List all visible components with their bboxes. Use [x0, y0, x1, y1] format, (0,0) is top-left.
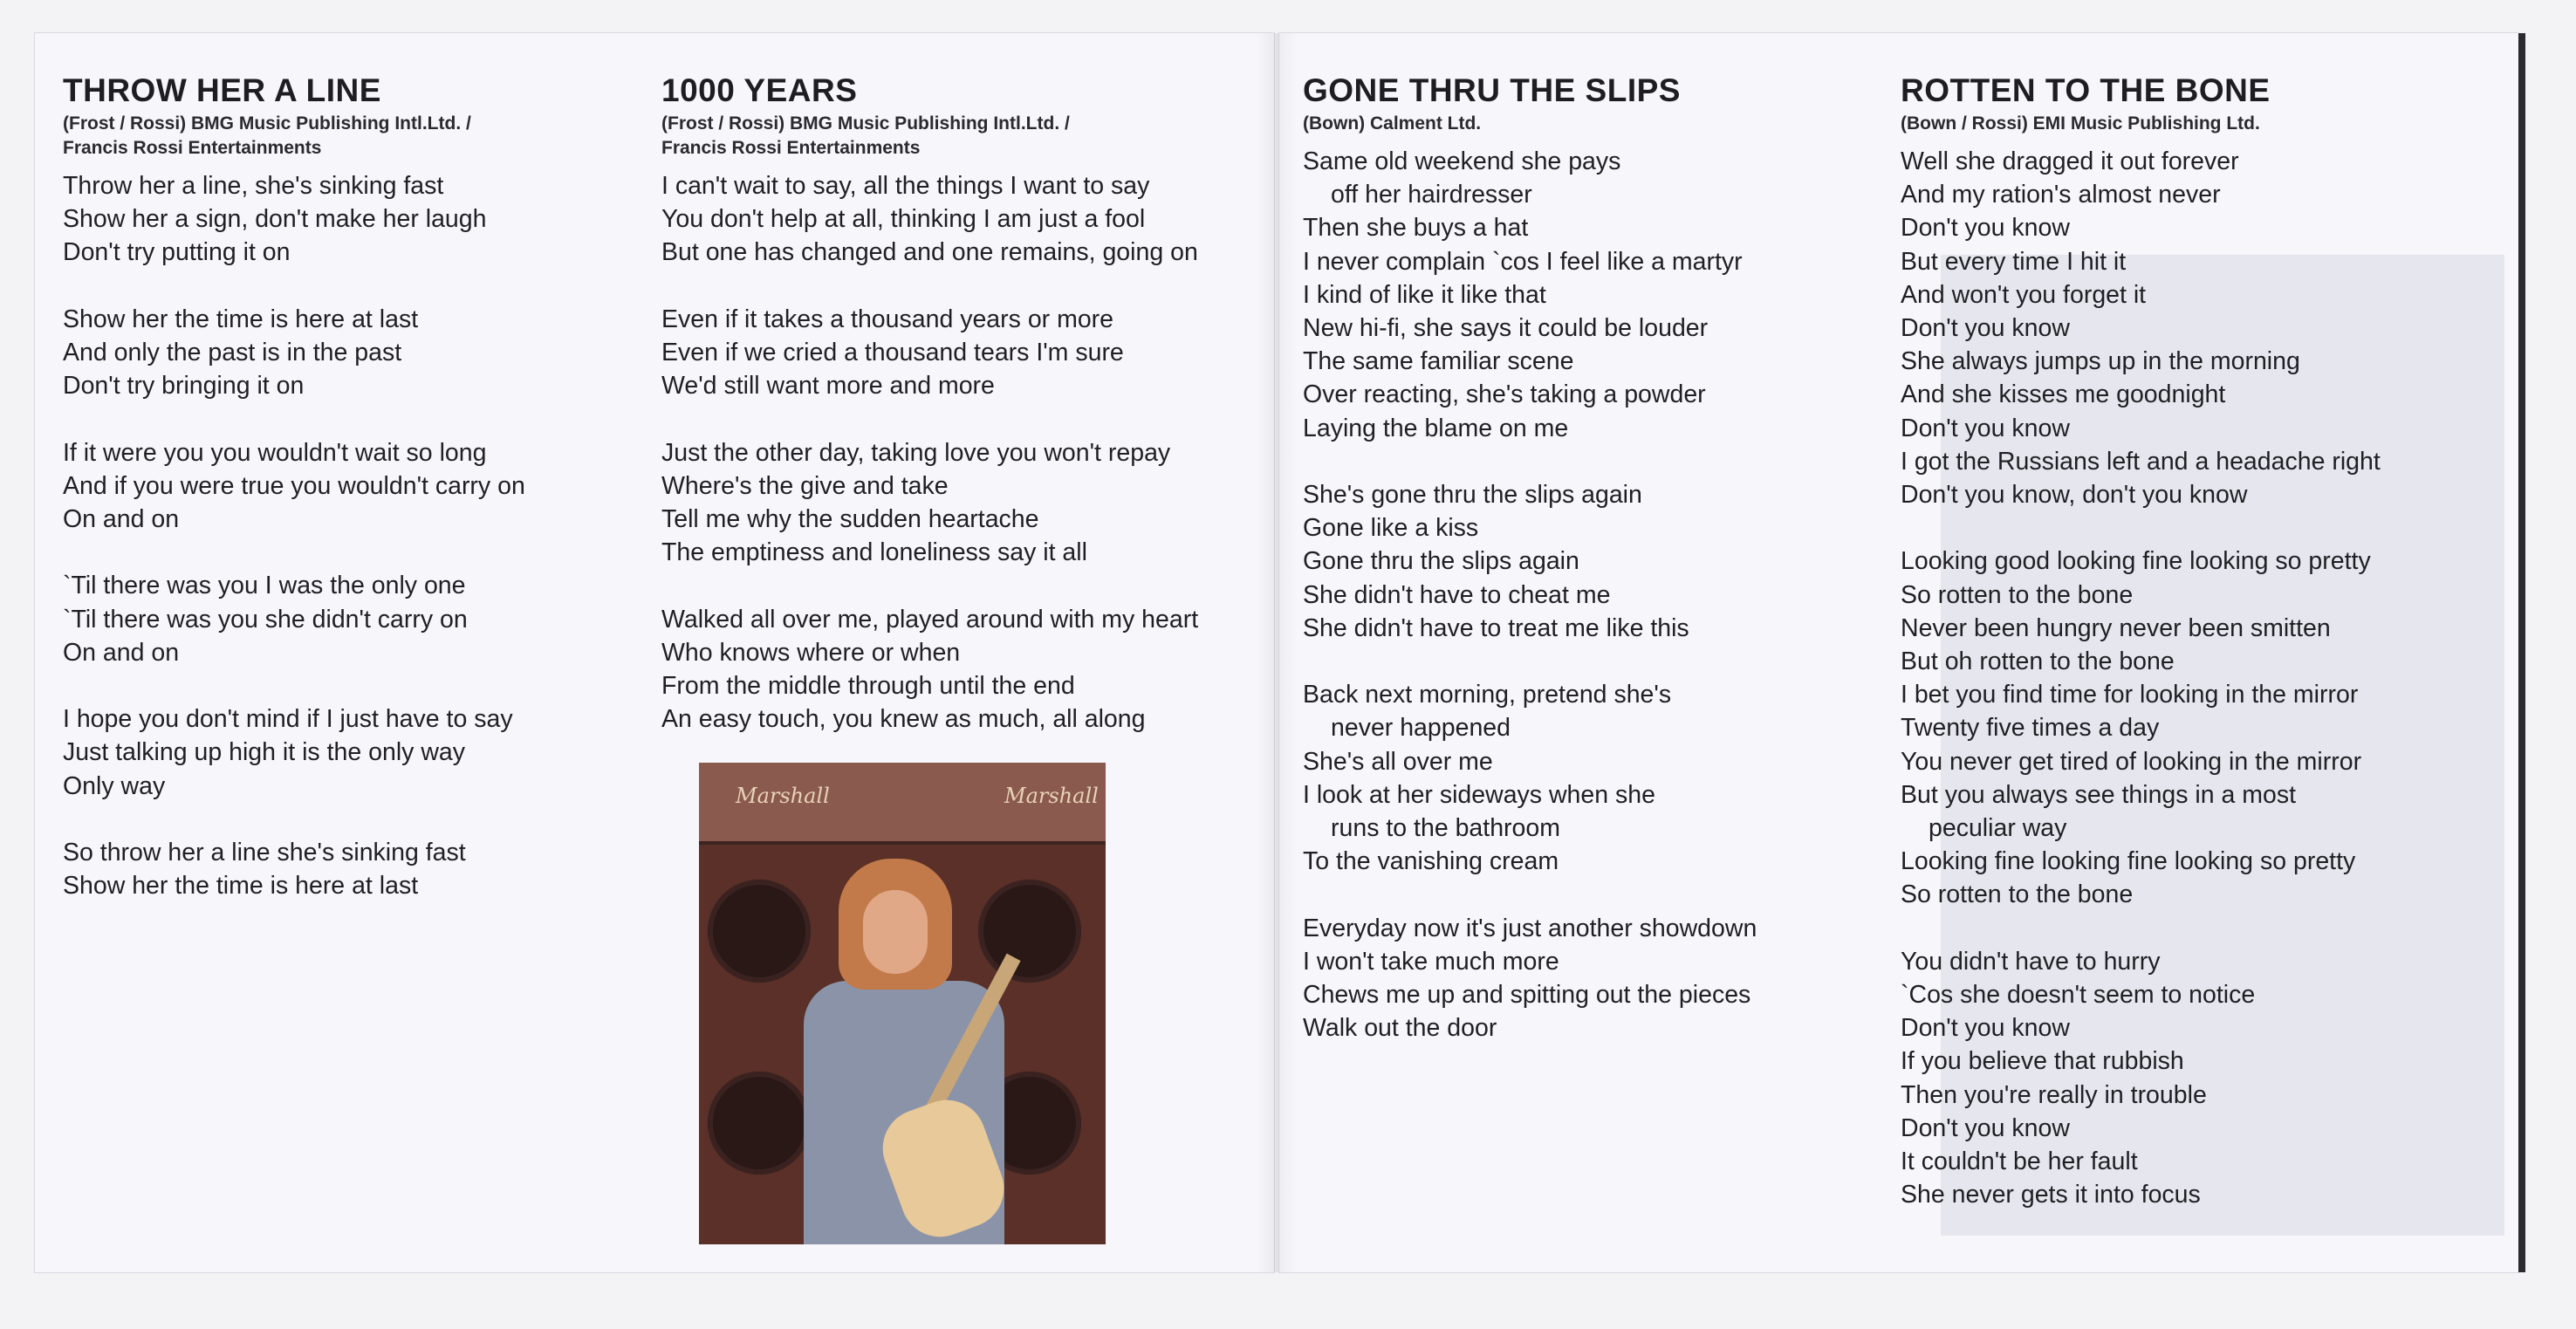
lyric-line: Just talking up high it is the only way [63, 738, 465, 767]
lyric-line: Don't try bringing it on [63, 372, 305, 401]
song-credit: (Frost / Rossi) BMG Music Publishing Intl.Ltd. / Francis Rossi Entertainments [661, 113, 1070, 158]
lyric-line: Even if it takes a thousand years or more [661, 305, 1114, 333]
lyric-line: But oh rotten to the bone [1901, 647, 2175, 676]
lyric-line: `Cos she doesn't seem to notice [1901, 981, 2256, 1010]
lyric-line: Walked all over me, played around with my heart [661, 605, 1199, 634]
lyric-line: I hope you don't mind if I just have to say [63, 705, 513, 734]
lyric-line: Gone thru the slips again [1303, 547, 1579, 576]
lyric-line: Gone like a kiss [1303, 514, 1479, 543]
lyric-line: So rotten to the bone [1901, 880, 2134, 909]
stanza-gap [63, 270, 665, 303]
stanza-gap [1901, 912, 2511, 945]
lyric-line: Only way [63, 771, 166, 800]
lyric-line: Laying the blame on me [1303, 414, 1569, 442]
stanza-gap [1303, 645, 1914, 678]
lyric-line: Never been hungry never been smitten [1901, 613, 2331, 642]
speaker-cone [708, 880, 811, 983]
lyric-line: Even if we cried a thousand tears I'm sure [661, 339, 1124, 367]
song-throw-her-a-line [63, 72, 665, 902]
lyric-line: But every time I hit it [1901, 247, 2127, 276]
lyric-line: Show her the time is here at last [63, 872, 419, 901]
lyric-line: To the vanishing cream [1303, 847, 1559, 876]
lyric-line: She didn't have to cheat me [1303, 580, 1611, 609]
lyric-line: You never get tired of looking in the mirror [1901, 747, 2362, 776]
lyrics [1303, 145, 1914, 1045]
stanza-gap [661, 270, 1272, 303]
lyric-line: New hi-fi, she says it could be louder [1303, 314, 1709, 343]
lyric-line: Don't you know [1901, 314, 2070, 343]
amp-brand-logo: Marshall [736, 784, 830, 808]
lyric-line: peculiar way [1929, 814, 2067, 843]
lyric-line: She never gets it into focus [1901, 1181, 2201, 1209]
lyric-line: Throw her a line, she's sinking fast [63, 172, 444, 200]
song-title: GONE THRU THE SLIPS [1303, 72, 1681, 108]
lyric-line: So rotten to the bone [1901, 580, 2134, 609]
lyric-line: She's all over me [1303, 747, 1493, 776]
lyric-line: Just the other day, taking love you won't repay [661, 438, 1171, 467]
song-title: 1000 YEARS [661, 72, 858, 108]
lyric-line: I can't wait to say, all the things I want to say [661, 172, 1150, 200]
band-photo-guitarist [699, 763, 1106, 1244]
amplifier-head [699, 763, 1106, 845]
lyric-line: She always jumps up in the morning [1901, 347, 2300, 376]
lyric-line: Same old weekend she pays [1303, 147, 1621, 175]
lyric-line: Show her a sign, don't make her laugh [63, 205, 487, 234]
lyric-line: From the middle through until the end [661, 672, 1075, 700]
song-credit: (Bown) Calment Ltd. [1303, 113, 1482, 134]
lyric-line: Don't you know [1901, 1014, 2070, 1043]
lyric-line: But one has changed and one remains, going on [661, 238, 1198, 267]
lyric-line: Then you're really in trouble [1901, 1080, 2207, 1109]
lyrics [1901, 145, 2511, 1211]
lyric-line: Show her the time is here at last [63, 305, 419, 333]
amp-brand-logo: Marshall [1004, 784, 1099, 808]
lyric-line: We'd still want more and more [661, 372, 995, 401]
lyric-line: And won't you forget it [1901, 280, 2147, 309]
stanza-gap [63, 669, 665, 702]
lyric-line: Looking good looking fine looking so pretty [1901, 547, 2371, 576]
song-credit: (Frost / Rossi) BMG Music Publishing Intl.Ltd. / Francis Rossi Entertainments [63, 113, 471, 158]
lyric-line: Tell me why the sudden heartache [661, 505, 1039, 533]
song-1000-years [661, 72, 1272, 736]
lyric-line: never happened [1331, 714, 1511, 743]
song-gone-thru-the-slips [1303, 72, 1914, 1045]
lyric-line: runs to the bathroom [1331, 814, 1560, 843]
stanza-gap [63, 536, 665, 569]
booklet-spread [35, 33, 2518, 1272]
lyric-line: She didn't have to treat me like this [1303, 613, 1689, 642]
lyric-line: And she kisses me goodnight [1901, 380, 2226, 409]
lyric-line: The emptiness and loneliness say it all [661, 538, 1087, 567]
lyric-line: Twenty five times a day [1901, 714, 2160, 743]
lyric-line: You didn't have to hurry [1901, 947, 2161, 976]
lyric-line: Don't you know [1901, 414, 2070, 442]
song-rotten-to-the-bone [1901, 72, 2511, 1211]
lyric-line: And only the past is in the past [63, 339, 402, 367]
lyric-line: Chews me up and spitting out the pieces [1303, 981, 1751, 1010]
lyric-line: Don't try putting it on [63, 238, 291, 267]
lyric-line: If it were you you wouldn't wait so long [63, 438, 487, 467]
lyric-line: But you always see things in a most [1901, 780, 2297, 809]
lyric-line: I got the Russians left and a headache right [1901, 447, 2381, 476]
lyric-line: I never complain `cos I feel like a martyr [1303, 247, 1743, 276]
lyric-line: It couldn't be her fault [1901, 1147, 2138, 1176]
stanza-gap [661, 569, 1272, 602]
lyrics [63, 169, 665, 902]
song-title: ROTTEN TO THE BONE [1901, 72, 2271, 108]
lyric-line: `Til there was you she didn't carry on [63, 605, 468, 634]
lyric-line: I look at her sideways when she [1303, 780, 1655, 809]
lyric-line: Don't you know [1901, 1113, 2070, 1142]
lyric-line: off her hairdresser [1331, 181, 1532, 209]
lyric-line: Don't you know, don't you know [1901, 481, 2248, 510]
lyric-line: `Til there was you I was the only one [63, 572, 466, 600]
song-credit: (Bown / Rossi) EMI Music Publishing Ltd. [1901, 113, 2260, 134]
guitarist-figure [804, 859, 1004, 1244]
lyric-line: She's gone thru the slips again [1303, 481, 1642, 510]
lyric-line: On and on [63, 638, 180, 667]
stanza-gap [1303, 878, 1914, 911]
stanza-gap [1303, 445, 1914, 478]
lyric-line: Over reacting, she's taking a powder [1303, 380, 1706, 409]
stanza-gap [1901, 511, 2511, 545]
stanza-gap [63, 402, 665, 435]
speaker-cone [708, 1072, 811, 1175]
lyric-line: Everyday now it's just another showdown [1303, 914, 1757, 942]
lyric-line: Where's the give and take [661, 471, 949, 500]
stanza-gap [63, 803, 665, 836]
lyric-line: And my ration's almost never [1901, 181, 2221, 209]
lyric-line: Well she dragged it out forever [1901, 147, 2239, 175]
lyric-line: Looking fine looking fine looking so pretty [1901, 847, 2356, 876]
lyric-line: Back next morning, pretend she's [1303, 681, 1672, 709]
lyric-line: Don't you know [1901, 214, 2070, 243]
lyric-line: I kind of like it like that [1303, 280, 1546, 309]
lyric-line: The same familiar scene [1303, 347, 1574, 376]
lyric-line: Then she buys a hat [1303, 214, 1529, 243]
lyric-line: Who knows where or when [661, 638, 961, 667]
lyric-line: Walk out the door [1303, 1014, 1497, 1043]
face [863, 890, 928, 974]
lyric-line: If you believe that rubbish [1901, 1047, 2184, 1076]
lyric-line: I won't take much more [1303, 947, 1559, 976]
song-title: THROW HER A LINE [63, 72, 381, 108]
lyric-line: An easy touch, you knew as much, all along [661, 705, 1146, 734]
stanza-gap [661, 402, 1272, 435]
lyrics [661, 169, 1272, 736]
lyric-line: On and on [63, 505, 180, 533]
lyric-line: You don't help at all, thinking I am just a fool [661, 205, 1146, 234]
lyric-line: So throw her a line she's sinking fast [63, 838, 466, 867]
lyric-line: And if you were true you wouldn't carry on [63, 471, 525, 500]
lyric-line: I bet you find time for looking in the mirror [1901, 681, 2359, 709]
